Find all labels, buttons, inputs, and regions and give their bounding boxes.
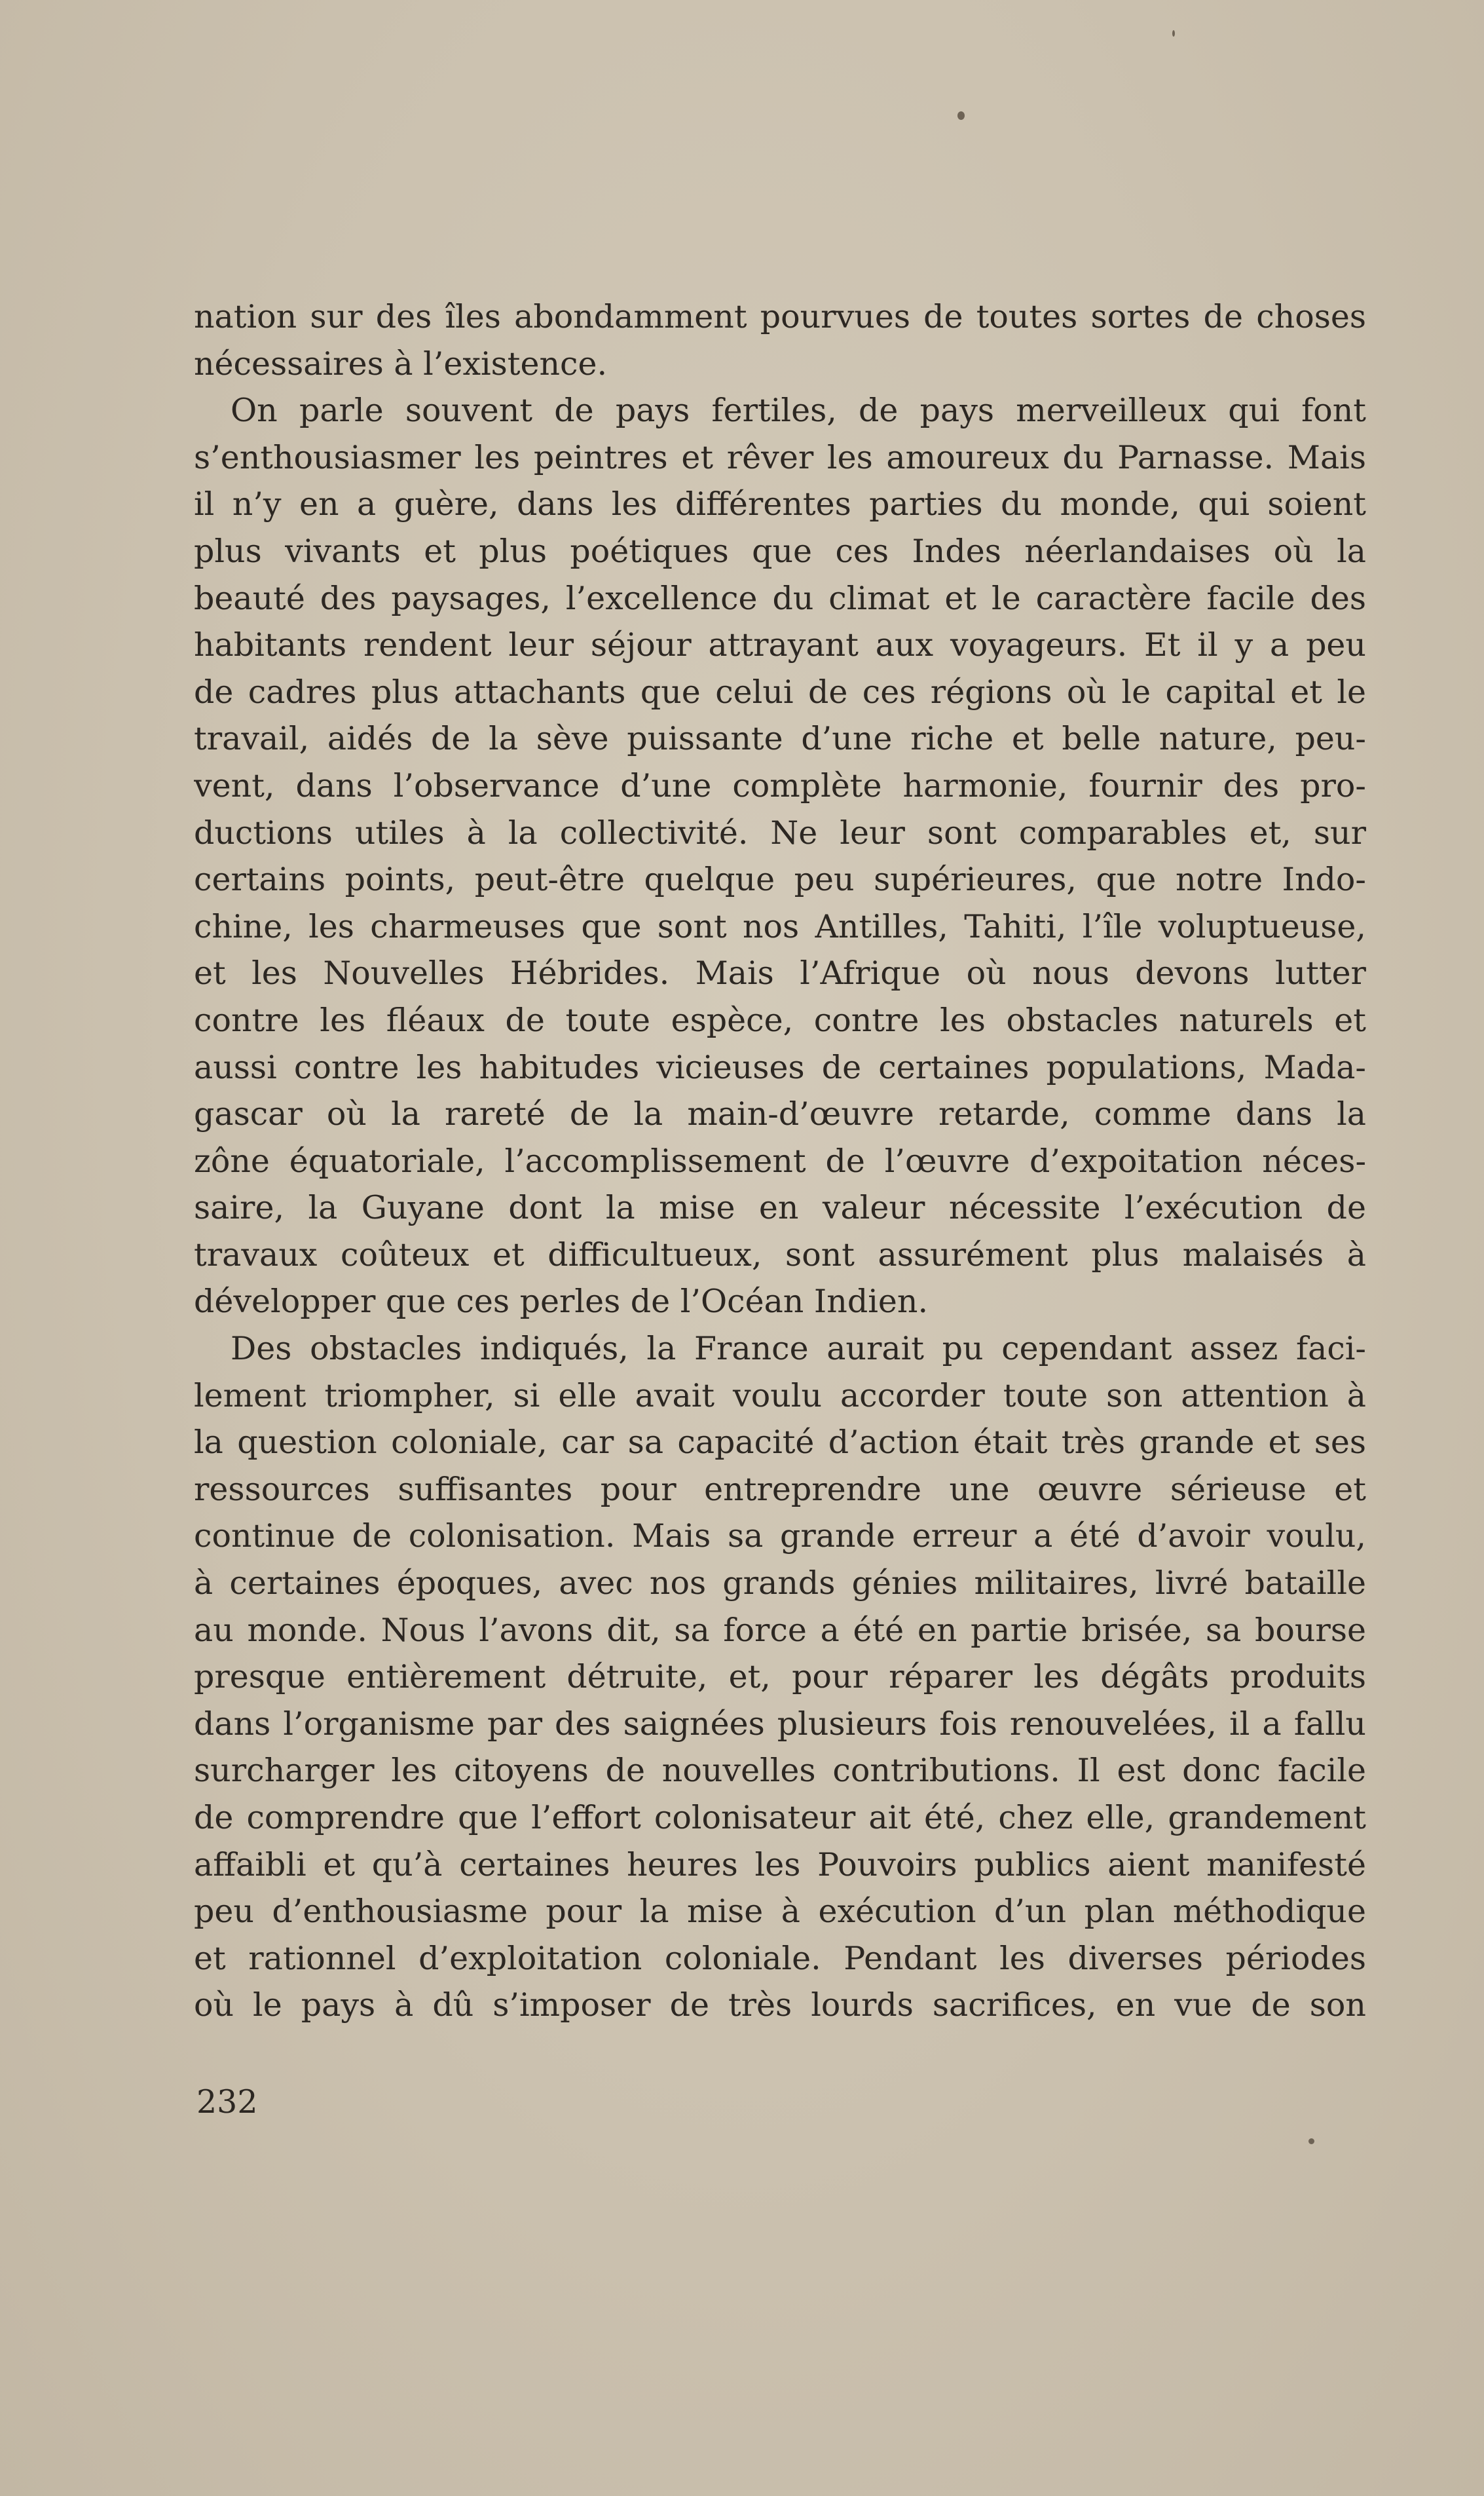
page-number: 232 (196, 2083, 258, 2121)
text-line: travaux coûteux et difficultueux, sont assurément plus malaisés à (194, 1236, 1366, 1274)
paragraph (194, 1325, 1366, 2029)
text-line: plus vivants et plus poétiques que ces Indes néerlandaises où la (194, 532, 1366, 570)
text-line: travail, aidés de la sève puissante d’une riche et belle nature, peu- (194, 720, 1366, 758)
body-text (194, 293, 1366, 2029)
text-line: zône équatoriale, l’accomplissement de l’œuvre d’expoitation néces- (194, 1142, 1366, 1180)
text-line: nation sur des îles abondamment pourvues de toutes sortes de choses (194, 298, 1366, 335)
text-line: certains points, peut-être quelque peu supérieures, que notre Indo- (194, 861, 1366, 899)
text-line: la question coloniale, car sa capacité d’action était très grande et ses (194, 1424, 1366, 1462)
text-line: nécessaires à l’existence. (194, 345, 608, 383)
text-line: il n’y en a guère, dans les différentes parties du monde, qui soient (194, 485, 1366, 523)
text-line: vent, dans l’observance d’une complète harmonie, fournir des pro- (194, 766, 1366, 804)
text-line: peu d’enthousiasme pour la mise à exécution d’un plan méthodique (194, 1893, 1366, 1931)
text-line: beauté des paysages, l’excellence du climat et le caractère facile des (194, 579, 1366, 617)
text-line: saire, la Guyane dont la mise en valeur nécessite l’exécution de (194, 1189, 1366, 1227)
text-line: de cadres plus attachants que celui de ces régions où le capital et le (194, 673, 1366, 711)
text-line: aussi contre les habitudes vicieuses de certaines populations, Mada- (194, 1048, 1366, 1086)
text-line: dans l’organisme par des saignées plusieurs fois renouvelées, il a fallu (194, 1705, 1366, 1743)
text-line: On parle souvent de pays fertiles, de pays merveilleux qui font (231, 392, 1366, 430)
text-line: développer que ces perles de l’Océan Indien. (194, 1283, 929, 1321)
text-line: contre les fléaux de toute espèce, contre les obstacles naturels et (194, 1001, 1366, 1039)
text-line: continue de colonisation. Mais sa grande erreur a été d’avoir voulu, (194, 1517, 1366, 1555)
text-line: au monde. Nous l’avons dit, sa force a été en partie brisée, sa bourse (194, 1611, 1366, 1649)
text-line: ductions utiles à la collectivité. Ne leur sont comparables et, sur (194, 814, 1366, 852)
text-line: habitants rendent leur séjour attrayant aux voyageurs. Et il y a peu (194, 626, 1366, 664)
text-line: gascar où la rareté de la main-d’œuvre retarde, comme dans la (194, 1095, 1366, 1133)
text-line: et les Nouvelles Hébrides. Mais l’Afrique où nous devons lutter (194, 955, 1366, 993)
text-line: lement triompher, si elle avait voulu accorder toute son attention à (194, 1376, 1366, 1414)
text-line: surcharger les citoyens de nouvelles contributions. Il est donc facile (194, 1752, 1366, 1790)
paragraph (194, 293, 1366, 387)
text-line: presque entièrement détruite, et, pour réparer les dégâts produits (194, 1658, 1366, 1696)
ink-speck (1172, 30, 1175, 37)
ink-speck (1308, 2138, 1314, 2144)
text-line: et rationnel d’exploitation coloniale. Pendant les diverses périodes (194, 1939, 1366, 1977)
text-line: Des obstacles indiqués, la France aurait pu cependant assez faci- (231, 1330, 1366, 1368)
text-line: où le pays à dû s’imposer de très lourds sacrifices, en vue de son (194, 1986, 1366, 2024)
text-line: chine, les charmeuses que sont nos Antilles, Tahiti, l’île voluptueuse, (194, 907, 1366, 945)
text-line: de comprendre que l’effort colonisateur ait été, chez elle, grandement (194, 1799, 1366, 1836)
paragraph (194, 387, 1366, 1325)
text-line: s’enthousiasmer les peintres et rêver les amoureux du Parnasse. Mais (194, 438, 1366, 476)
ink-speck (957, 111, 965, 120)
text-line: à certaines époques, avec nos grands génies militaires, livré bataille (194, 1564, 1366, 1602)
text-line: affaibli et qu’à certaines heures les Pouvoirs publics aient manifesté (194, 1845, 1366, 1883)
text-line: ressources suffisantes pour entreprendre une œuvre sérieuse et (194, 1470, 1366, 1508)
